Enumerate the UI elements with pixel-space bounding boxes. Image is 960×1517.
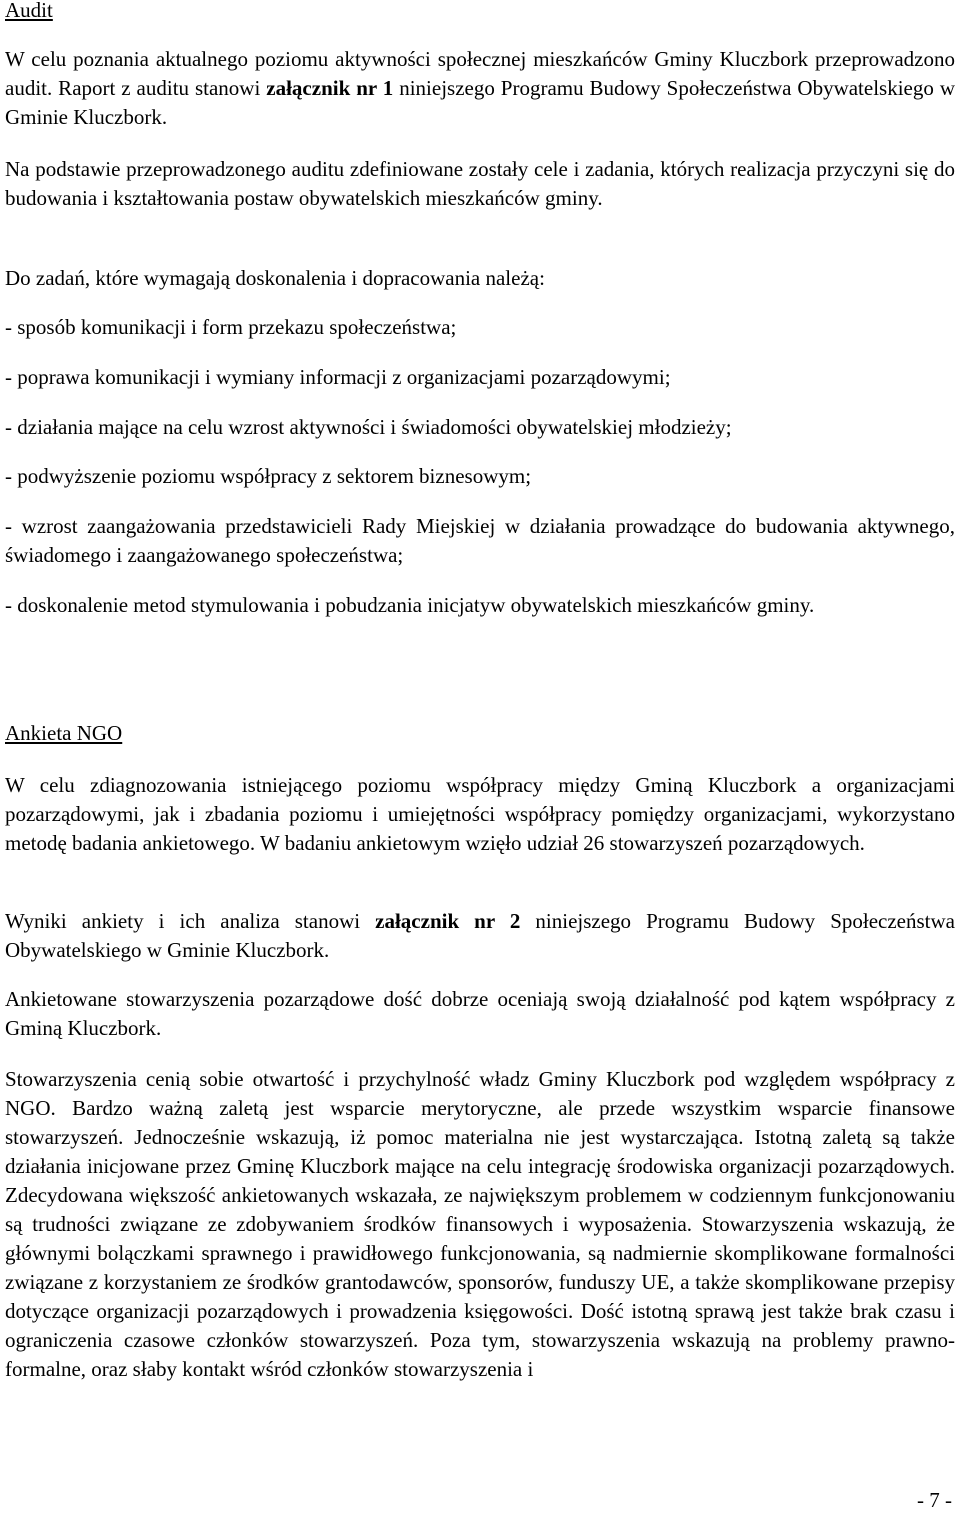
task-item: - poprawa komunikacji i wymiany informacji z organizacjami pozarządowymi;	[5, 365, 671, 389]
task-item: - wzrost zaangażowania przedstawicieli Rady Miejskiej w działania prowadzące do budowania aktywnego, świadomego i zaangażowanego społeczeństwa;	[5, 514, 955, 567]
task-item: - podwyższenie poziomu współpracy z sektorem biznesowym;	[5, 464, 532, 488]
audit-paragraph-2: Na podstawie przeprowadzonego auditu zdefiniowane zostały cele i zadania, których realizacja przyczyni się do budowania i kształtowania postaw obywatelskich mieszkańców gminy.	[5, 157, 955, 210]
ngo-heading: Ankieta NGO	[5, 721, 123, 745]
ngo-paragraph-4: Stowarzyszenia cenią sobie otwartość i przychylność władz Gminy Kluczbork pod względem współpracy z NGO. Bardzo ważną zaletą jest wsparcie merytoryczne, ale przede wszystkim wsparcie finansowe stowarzyszeń. Jednocześnie wskazują, iż pomoc materialna nie jest wystarczająca. Istotną zaletą są także działania inicjowane przez Gminę Kluczbork mające na celu integrację środowiska organizacji pozarządowych. Zdecydowana większość ankietowanych wskazała, ze największym problemem w codziennym funkcjonowaniu są trudności związane ze zdobywaniem środków finansowych i wyposażenia. Stowarzyszenia wskazują, że głównymi bolączkami sprawnego i prawidłowego funkcjonowania, są nadmiernie skomplikowane formalności związane z korzystaniem ze środków grantodawców, sponsorów, funduszy UE, a także skomplikowane przepisy dotyczące organizacji pozarządowych i prowadzenia księgowości. Dość istotną sprawą jest także brak czasu i ograniczenia czasowe członków stowarzyszeń. Poza tym, stowarzyszenia wskazują na problemy prawno-formalne, oraz słaby kontakt wśród członków stowarzyszenia i	[5, 1067, 955, 1381]
attachment-1-reference: załącznik nr 1	[266, 76, 394, 100]
ngo-paragraph-1: W celu zdiagnozowania istniejącego poziomu współpracy między Gminą Kluczbork a organizacjami pozarządowymi, jak i zbadania poziomu i umiejętności współpracy pomiędzy organizacjami, wykorzystano metodę badania ankietowego. W badaniu ankietowym wzięło udział 26 stowarzyszeń pozarządowych.	[5, 773, 955, 855]
ngo-paragraph-3: Ankietowane stowarzyszenia pozarządowe dość dobrze oceniają swoją działalność pod kątem współpracy z Gminą Kluczbork.	[5, 987, 955, 1040]
audit-paragraph-1-text-start: W celu poznania aktualnego poziomu aktywności społecznej mieszkańców Gminy Kluczbork przeprowadzono audit. Raport z auditu stanowi	[5, 47, 955, 100]
page-number: - 7 -	[917, 1488, 952, 1512]
ngo-paragraph-2	[5, 907, 955, 965]
tasks-intro: Do zadań, które wymagają doskonalenia i dopracowania należą:	[5, 266, 545, 290]
task-item: - sposób komunikacji i form przekazu społeczeństwa;	[5, 315, 457, 339]
attachment-2-reference: załącznik nr 2	[375, 909, 521, 933]
audit-paragraph-1-text-end: niniejszego Programu Budowy Społeczeństwa Obywatelskiego w Gminie Kluczbork.	[5, 76, 955, 129]
audit-paragraph-1	[5, 45, 955, 132]
ngo-paragraph-2-text-start: Wyniki ankiety i ich analiza stanowi	[5, 909, 376, 933]
task-item: - działania mające na celu wzrost aktywności i świadomości obywatelskiej młodzieży;	[5, 415, 732, 439]
ngo-paragraph-2-text-end: niniejszego Programu Budowy Społeczeństwa Obywatelskiego w Gminie Kluczbork.	[5, 909, 955, 962]
task-item: - doskonalenie metod stymulowania i pobudzania inicjatyw obywatelskich mieszkańców gminy.	[5, 593, 815, 617]
audit-heading: Audit	[5, 0, 53, 22]
